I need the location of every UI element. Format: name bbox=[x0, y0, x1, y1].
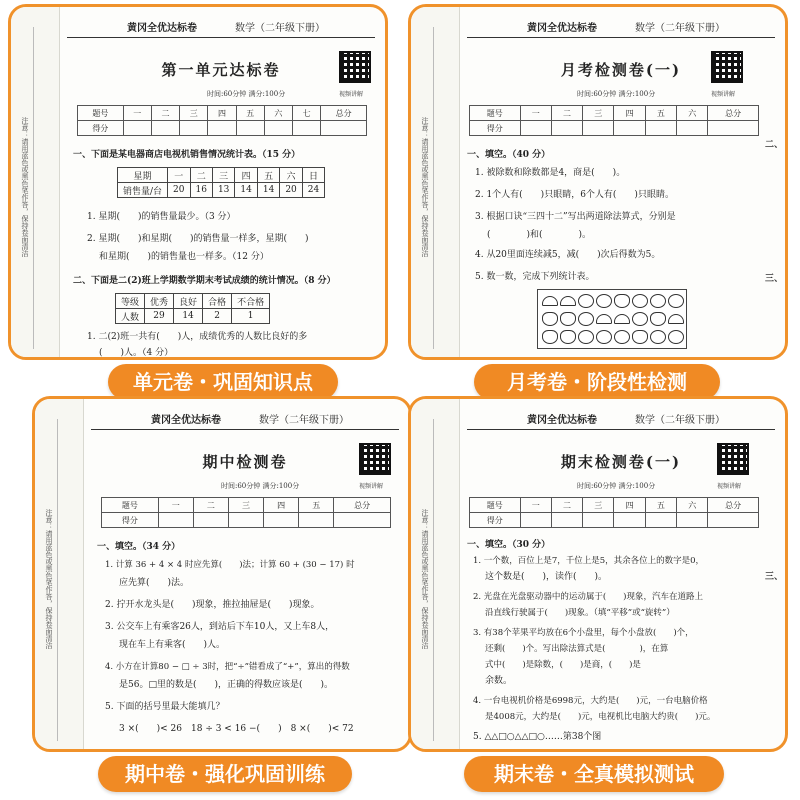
fruit-picture-grid bbox=[537, 289, 687, 349]
orange-icon bbox=[650, 294, 666, 308]
binding-strip bbox=[411, 399, 460, 749]
question-text: 5. 数一数，完成下列统计表。 bbox=[475, 272, 595, 282]
panel-monthly-test bbox=[408, 4, 796, 392]
qr-code-icon bbox=[359, 443, 391, 475]
question-text: 4. 小方在计算80 − □ ÷ 3时，把“÷”错看成了“+”，算出的得数 bbox=[105, 662, 350, 672]
banana-icon bbox=[542, 296, 558, 306]
qr-caption: 视频讲解 bbox=[717, 483, 742, 490]
qr-caption: 视频讲解 bbox=[339, 91, 364, 98]
score-table: 题号 一 二 三 四 五 六 总分 得分 bbox=[469, 497, 759, 528]
time-score-meta: 时间:60分钟 满分:100分 bbox=[221, 482, 300, 490]
question-text: 和星期( )的销售量也一样多。（12 分） bbox=[99, 252, 269, 262]
question-text: 1. 二(2)班一共有( )人，成绩优秀的人数比良好的多 bbox=[87, 332, 308, 342]
question-text: 应先算( )法。 bbox=[119, 578, 190, 588]
brand-label: 黄冈全优达标卷 bbox=[151, 415, 221, 426]
orange-icon bbox=[596, 330, 612, 344]
question-text: 5. 下面的括号里最大能填几？ bbox=[105, 702, 225, 712]
score-table: 题号 一 二 三 四 五 六 七 总分 得分 bbox=[77, 105, 367, 136]
paper-title: 月考检测卷(一) bbox=[560, 61, 682, 79]
brand-label: 黄冈全优达标卷 bbox=[527, 23, 597, 34]
paper-title: 第一单元达标卷 bbox=[161, 61, 281, 79]
section-heading: 一、填空。（40 分） bbox=[467, 150, 551, 160]
paper-body bbox=[467, 7, 775, 357]
paper-title: 期中检测卷 bbox=[202, 453, 288, 471]
binding-strip bbox=[35, 399, 84, 749]
strawberry-icon bbox=[614, 294, 630, 308]
section-heading: 一、下面是某电器商店电视机销售情况统计表。（15 分） bbox=[73, 150, 301, 160]
tv-sales-table: 星期 一 二 三 四 五 六 日 销售量/台 20 16 13 14 14 20 24 bbox=[117, 167, 325, 198]
question-text: 是4008元，大约是( )元，电视机比电脑大约贵( )元。 bbox=[485, 712, 716, 722]
panel-final-test bbox=[408, 396, 796, 784]
paper-body bbox=[91, 399, 399, 749]
question-text: 沿直线行驶属于( )现象。（填“平移”或“旋转”） bbox=[485, 608, 675, 618]
strawberry-icon bbox=[650, 312, 666, 326]
question-text: 2. 光盘在光盘驱动器中的运动属于( )现象，汽车在道路上 bbox=[473, 592, 703, 602]
binding-strip-text: 注意：请用蓝色或黑色笔作答，保持卷面清洁 bbox=[45, 509, 53, 649]
binding-strip bbox=[411, 7, 460, 357]
question-text: ( )人。（4 分） bbox=[99, 348, 174, 358]
caption-badge: 单元卷・巩固知识点 bbox=[108, 364, 338, 400]
binding-strip-text: 注意：请用蓝色或黑色笔作答，保持卷面清洁 bbox=[21, 117, 29, 257]
question-text: 2. 星期( )和星期( )的销售量一样多，星期( ) bbox=[87, 234, 309, 244]
qr-caption: 视频讲解 bbox=[359, 483, 384, 490]
qr-caption: 视频讲解 bbox=[711, 91, 736, 98]
apple-icon bbox=[614, 330, 630, 344]
question-text: 3. 有38个苹果平均放在6个小盘里，每个小盘放( )个， bbox=[473, 628, 694, 638]
qr-code-icon bbox=[339, 51, 371, 83]
question-text: 现在车上有乘客( )人。 bbox=[119, 640, 226, 650]
question-text: 1. 一个数，百位上是7，千位上是5，其余各位上的数字是0， bbox=[473, 556, 705, 566]
question-text: 3 ×( )< 26 18 ÷ 3 < 16 −( ) 8 ×( )< 72 bbox=[119, 724, 354, 734]
strawberry-icon bbox=[560, 330, 576, 344]
strawberry-icon bbox=[560, 312, 576, 326]
question-text: 是56。□里的数是( )，正确的得数应该是( )。 bbox=[119, 680, 334, 690]
question-text: 这个数是( )，读作( )。 bbox=[485, 572, 608, 582]
subject-label: 数学（二年级下册） bbox=[235, 23, 325, 34]
paper-body bbox=[467, 399, 775, 749]
question-text: 4. 一台电视机价格是6998元，大约是( )元，一台电脑价格 bbox=[473, 696, 708, 706]
score-table: 题号 一 二 三 四 五 总分 得分 bbox=[101, 497, 391, 528]
binding-strip-text: 注意：请用蓝色或黑色笔作答，保持卷面清洁 bbox=[421, 117, 429, 257]
apple-icon bbox=[668, 330, 684, 344]
qr-code-icon bbox=[717, 443, 749, 475]
caption-badge: 月考卷・阶段性检测 bbox=[474, 364, 720, 400]
question-text: 3. 公交车上有乘客26人，到站后下车10人，又上车8人， bbox=[105, 622, 335, 632]
time-score-meta: 时间:60分钟 满分:100分 bbox=[207, 90, 286, 98]
qr-code-icon bbox=[711, 51, 743, 83]
exam-paper-card bbox=[32, 396, 412, 752]
exam-paper-card bbox=[408, 4, 788, 360]
banana-icon bbox=[668, 314, 684, 324]
binding-strip bbox=[11, 7, 60, 357]
question-text: 2. 拧开水龙头是( )现象，推拉抽屉是( )现象。 bbox=[105, 600, 320, 610]
question-text: 3. 根据口诀“三四十二”写出两道除法算式，分别是 bbox=[475, 212, 676, 222]
brand-label: 黄冈全优达标卷 bbox=[527, 415, 597, 426]
orange-icon bbox=[650, 330, 666, 344]
question-text: ( )和( )。 bbox=[487, 230, 592, 240]
strawberry-icon bbox=[542, 312, 558, 326]
section-heading: 二、下面是二(2)班上学期数学期末考试成绩的统计情况。（8 分） bbox=[73, 276, 336, 286]
paper-body bbox=[67, 7, 375, 357]
side-section-marker: 二、 bbox=[764, 140, 783, 150]
exam-paper-card bbox=[408, 396, 788, 752]
paper-title: 期末检测卷(一) bbox=[560, 453, 682, 471]
panel-midterm-test bbox=[32, 396, 420, 784]
banana-icon bbox=[614, 314, 630, 324]
banana-icon bbox=[560, 296, 576, 306]
question-text: 余数。 bbox=[485, 676, 513, 686]
question-text: 2. 1个人有( )只眼睛，6个人有( )只眼睛。 bbox=[475, 190, 674, 200]
question-text: 1. 计算 36 + 4 × 4 时应先算( )法；计算 60 + (30 − 17) 时 bbox=[105, 560, 355, 570]
exam-paper-card bbox=[8, 4, 388, 360]
question-text: 还剩( )个。写出除法算式是( )，在算 bbox=[485, 644, 669, 654]
subject-label: 数学（二年级下册） bbox=[259, 415, 349, 426]
section-heading: 一、填空。（30 分） bbox=[467, 540, 551, 550]
banana-icon bbox=[596, 314, 612, 324]
caption-badge: 期中卷・强化巩固训练 bbox=[98, 756, 352, 792]
question-text: 式中( )是除数，( )是商，( )是 bbox=[485, 660, 641, 670]
time-score-meta: 时间:60分钟 满分:100分 bbox=[577, 90, 656, 98]
apple-icon bbox=[578, 312, 594, 326]
orange-icon bbox=[578, 330, 594, 344]
question-text: 1. 被除数和除数都是4，商是( )。 bbox=[475, 168, 626, 178]
panel-unit-test bbox=[8, 4, 396, 392]
question-text: 4. 从20里面连续减5，减( )次后得数为5。 bbox=[475, 250, 661, 260]
caption-badge: 期末卷・全真模拟测试 bbox=[464, 756, 724, 792]
question-text: 5. △△□○△△□○……第38个图 bbox=[473, 732, 602, 742]
side-section-marker: 三、 bbox=[764, 572, 783, 582]
apple-icon bbox=[668, 294, 684, 308]
strawberry-icon bbox=[542, 330, 558, 344]
apple-icon bbox=[578, 294, 594, 308]
subject-label: 数学（二年级下册） bbox=[635, 415, 725, 426]
subject-label: 数学（二年级下册） bbox=[635, 23, 725, 34]
time-score-meta: 时间:60分钟 满分:100分 bbox=[577, 482, 656, 490]
question-text: 1. 星期( )的销售量最少。（3 分） bbox=[87, 212, 236, 222]
apple-icon bbox=[632, 294, 648, 308]
section-heading: 一、填空。（34 分） bbox=[97, 542, 181, 552]
apple-icon bbox=[596, 294, 612, 308]
score-table: 题号 一 二 三 四 五 六 总分 得分 bbox=[469, 105, 759, 136]
orange-icon bbox=[632, 312, 648, 326]
strawberry-icon bbox=[632, 330, 648, 344]
binding-strip-text: 注意：请用蓝色或黑色笔作答，保持卷面清洁 bbox=[421, 509, 429, 649]
brand-label: 黄冈全优达标卷 bbox=[127, 23, 197, 34]
grade-stats-table: 等级 优秀 良好 合格 不合格 人数 29 14 2 1 bbox=[115, 293, 270, 324]
side-section-marker: 三、 bbox=[764, 274, 783, 284]
